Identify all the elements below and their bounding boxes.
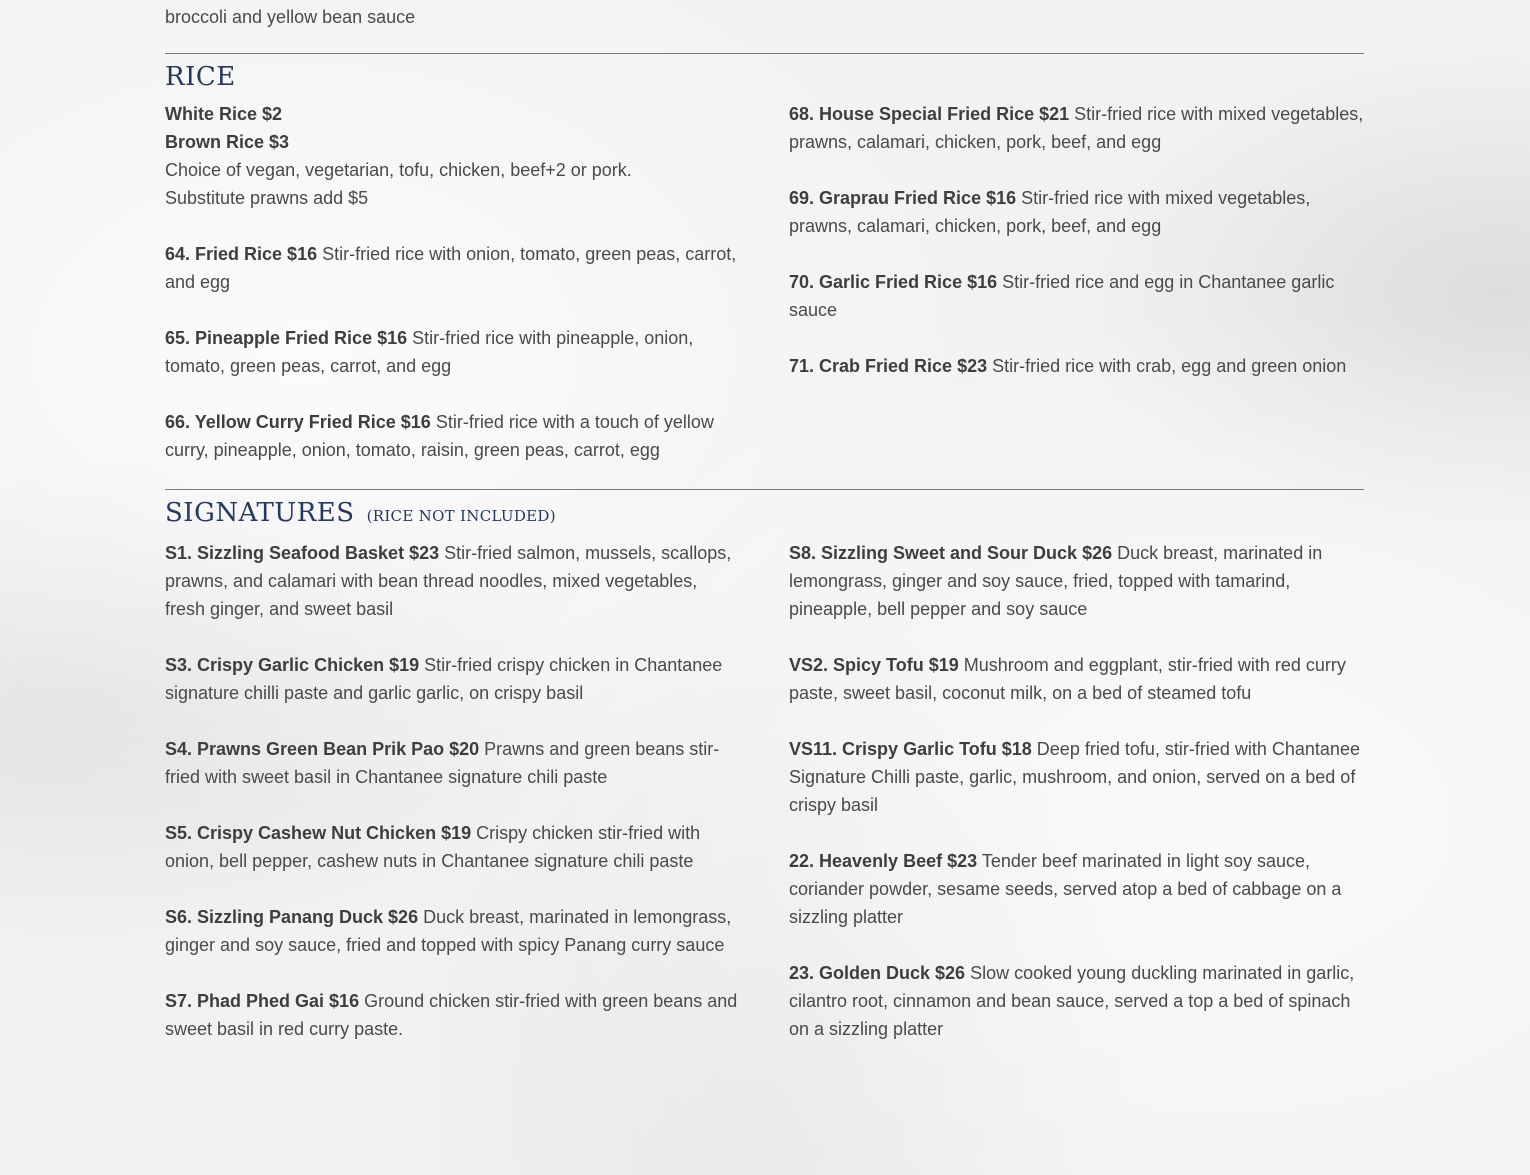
item-name: 71. Crab Fried Rice $23: [789, 356, 988, 376]
item-description: Duck breast, marinated in lemongrass, ginger and soy sauce, fried, topped with tamarind, pineapple, bell pepper and soy sauce: [789, 543, 1323, 619]
section-subtitle: (RICE NOT INCLUDED): [366, 507, 556, 525]
item-description: Crispy chicken stir-fried with onion, bell pepper, cashew nuts in Chantanee signature chili paste: [165, 823, 701, 871]
item-name: 22. Heavenly Beef $23: [789, 851, 978, 871]
menu-item: [165, 735, 740, 791]
item-name: S1. Sizzling Seafood Basket $23: [165, 543, 440, 563]
section-title-text: SIGNATURES: [165, 498, 355, 528]
item-name: 70. Garlic Fried Rice $16: [789, 272, 998, 292]
item-description: Mushroom and eggplant, stir-fried with red curry paste, sweet basil, coconut milk, on a bed of steamed tofu: [789, 655, 1346, 703]
item-name: S6. Sizzling Panang Duck $26: [165, 907, 419, 927]
item-name: 68. House Special Fried Rice $21: [789, 104, 1070, 124]
signatures-left-column: [165, 539, 740, 1071]
item-name: 66. Yellow Curry Fried Rice $16: [165, 412, 431, 432]
item-description: Stir-fried rice with mixed vegetables, prawns, calamari, chicken, pork, beef, and egg: [789, 104, 1364, 152]
item-description: Stir-fried rice with onion, tomato, green peas, carrot, and egg: [165, 244, 737, 292]
item-name: Brown Rice $3: [165, 132, 290, 152]
menu-item: [165, 819, 740, 875]
section-divider: [165, 53, 1364, 54]
item-name: White Rice $2: [165, 104, 283, 124]
menu-item: [789, 268, 1364, 324]
basic-rice-list: [165, 100, 740, 212]
item-name: S3. Crispy Garlic Chicken $19: [165, 655, 420, 675]
list-item: [165, 128, 740, 156]
rice-left-column: [165, 100, 740, 492]
menu-item: [789, 959, 1364, 1043]
menu-item: [789, 100, 1364, 156]
menu-item: [789, 847, 1364, 931]
item-description: Duck breast, marinated in lemongrass, ginger and soy sauce, fried and topped with spicy Panang curry sauce: [165, 907, 732, 955]
menu-item: [165, 240, 740, 296]
item-description: Stir-fried rice with crab, egg and green onion: [992, 356, 1347, 376]
menu-item: [165, 903, 740, 959]
menu-item: [789, 184, 1364, 240]
item-description: Ground chicken stir-fried with green beans and sweet basil in red curry paste.: [165, 991, 738, 1039]
item-description: Stir-fried crispy chicken in Chantanee signature chilli paste and garlic garlic, on crispy basil: [165, 655, 723, 703]
item-description: Tender beef marinated in light soy sauce, coriander powder, sesame seeds, served atop a bed of cabbage on a sizzling platter: [789, 851, 1342, 927]
menu-item: [165, 651, 740, 707]
signatures-columns: [165, 539, 1364, 1071]
menu-item: [789, 539, 1364, 623]
item-name: S7. Phad Phed Gai $16: [165, 991, 360, 1011]
section-title-rice: [165, 62, 1364, 92]
item-description: Stir-fried rice with pineapple, onion, tomato, green peas, carrot, and egg: [165, 328, 694, 376]
item-name: 69. Graprau Fried Rice $16: [789, 188, 1017, 208]
item-name: S4. Prawns Green Bean Prik Pao $20: [165, 739, 480, 759]
item-description: Stir-fried rice and egg in Chantanee garlic sauce: [789, 272, 1335, 320]
item-description: Stir-fried salmon, mussels, scallops, prawns, and calamari with bean thread noodles, mixed vegetables, fresh ginger, and sweet basil: [165, 543, 732, 619]
list-item: [165, 100, 740, 128]
item-name: 23. Golden Duck $26: [789, 963, 966, 983]
menu-page: [165, 0, 1364, 1071]
menu-item: [789, 651, 1364, 707]
item-name: S5. Crispy Cashew Nut Chicken $19: [165, 823, 472, 843]
item-description: Stir-fried rice with a touch of yellow curry, pineapple, onion, tomato, raisin, green peas, carrot, egg: [165, 412, 714, 460]
item-name: VS11. Crispy Garlic Tofu $18: [789, 739, 1032, 759]
item-description: Slow cooked young duckling marinated in garlic, cilantro root, cinnamon and bean sauce, served a top a bed of spinach on a sizzling platter: [789, 963, 1355, 1039]
section-title-signatures: [165, 498, 1364, 531]
menu-item: [789, 735, 1364, 819]
rice-right-column: [789, 100, 1364, 492]
item-description: Deep fried tofu, stir-fried with Chantanee Signature Chilli paste, garlic, mushroom, and onion, served on a bed of crispy basil: [789, 739, 1360, 815]
item-name: 64. Fried Rice $16: [165, 244, 318, 264]
menu-item: [789, 352, 1364, 380]
item-name: 65. Pineapple Fried Rice $16: [165, 328, 408, 348]
signatures-right-column: [789, 539, 1364, 1071]
section-title-text: RICE: [165, 62, 236, 92]
menu-item: [165, 987, 740, 1043]
menu-item: [165, 324, 740, 380]
menu-item: [165, 539, 740, 623]
rice-columns: [165, 100, 1364, 492]
item-name: VS2. Spicy Tofu $19: [789, 655, 959, 675]
item-description: Prawns and green beans stir-fried with sweet basil in Chantanee signature chili paste: [165, 739, 720, 787]
menu-item: [165, 408, 740, 464]
substitute-note: Substitute prawns add $5: [165, 188, 369, 208]
item-name: S8. Sizzling Sweet and Sour Duck $26: [789, 543, 1113, 563]
choice-note: Choice of vegan, vegetarian, tofu, chicken, beef+2 or pork.: [165, 160, 632, 180]
item-description: Stir-fried rice with mixed vegetables, prawns, calamari, chicken, pork, beef, and egg: [789, 188, 1311, 236]
previous-item-description: broccoli and yellow bean sauce: [165, 7, 416, 27]
